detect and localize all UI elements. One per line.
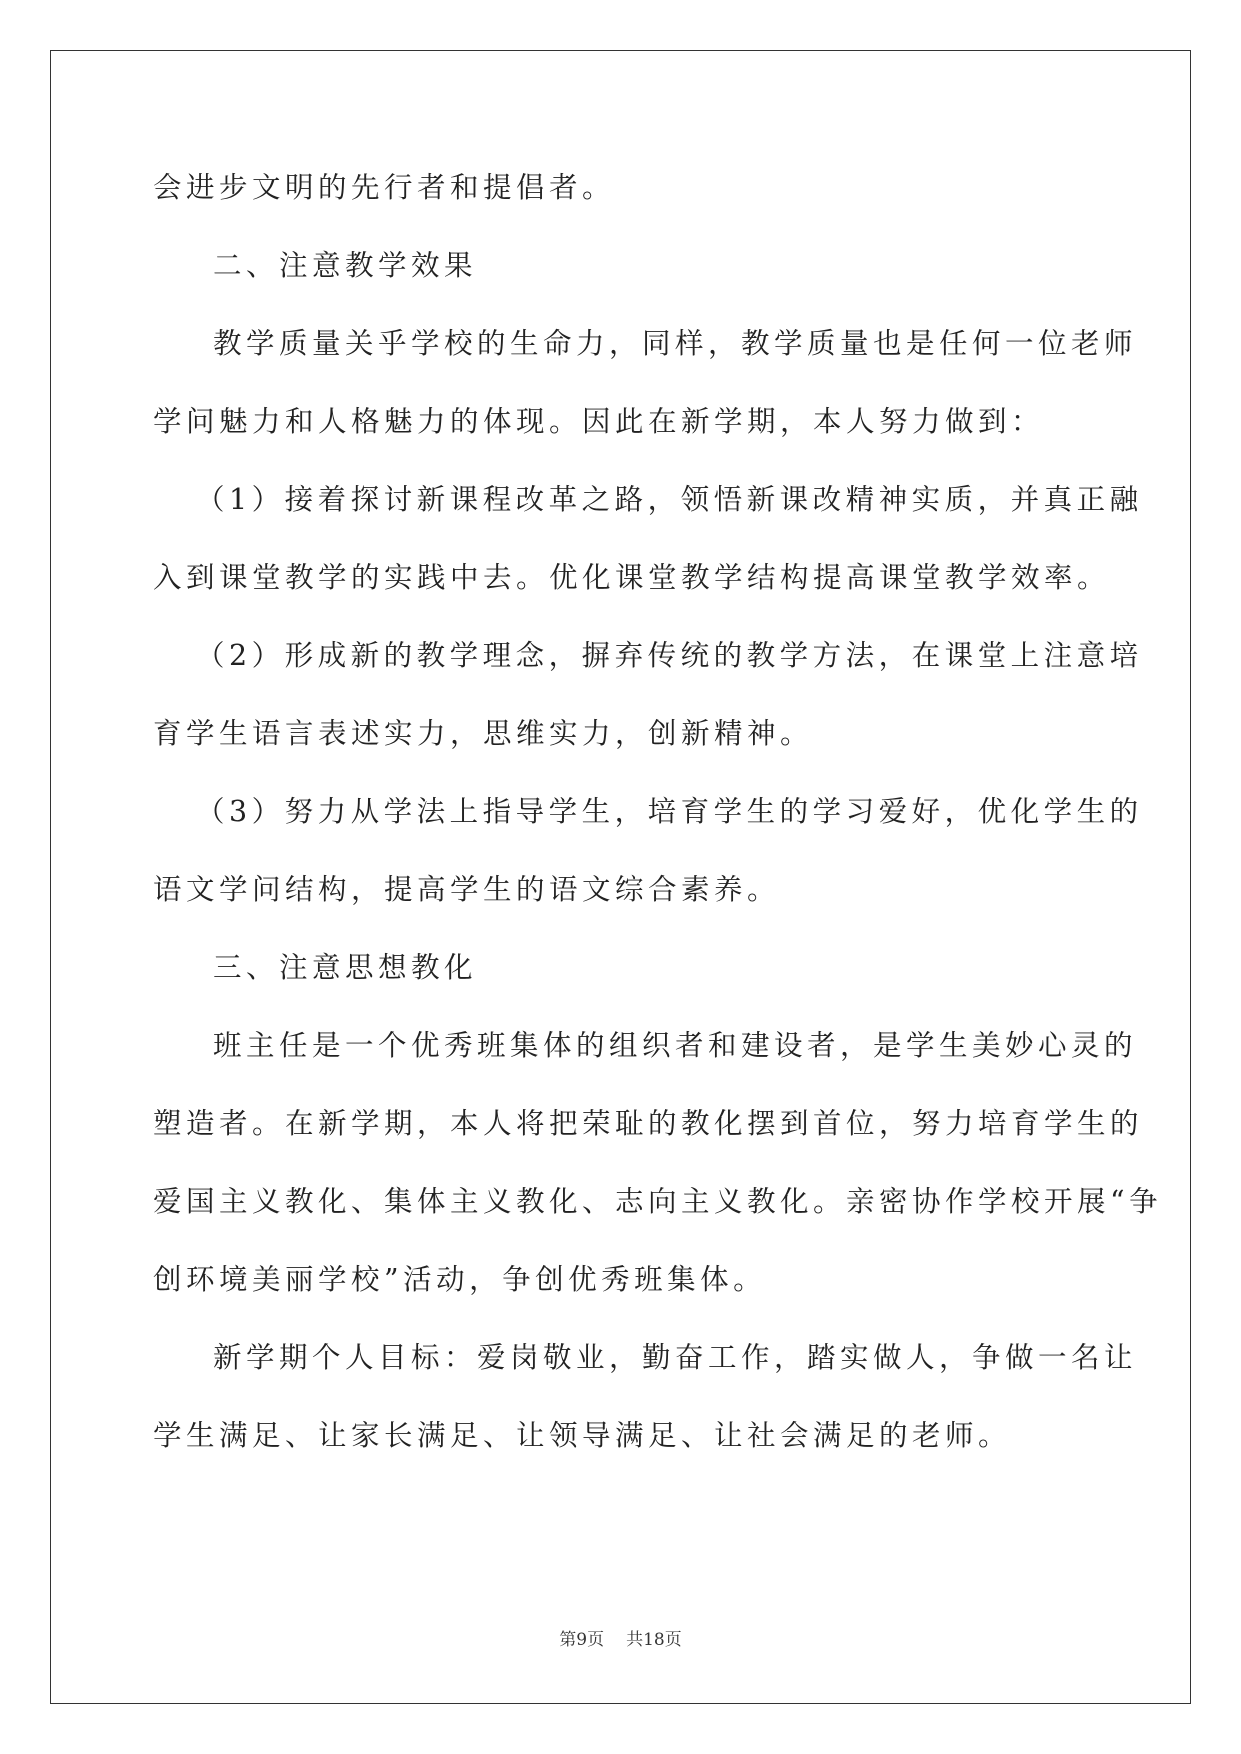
list-item-2-line-2: 育学生语言表述实力，思维实力，创新精神。 [153,717,814,750]
body-line-13: 塑造者。在新学期，本人将把荣耻的教化摆到首位，努力培育学生的 [153,1107,1144,1140]
list-item-2-line-1: （2）形成新的教学理念，摒弃传统的教学方法，在课堂上注意培 [196,639,1143,672]
list-item-1-line-2: 入到课堂教学的实践中去。优化课堂教学结构提高课堂教学效率。 [153,561,1111,594]
body-line-16: 新学期个人目标：爱岗敬业，勤奋工作，踏实做人，争做一名让 [213,1341,1138,1374]
body-line-12: 班主任是一个优秀班集体的组织者和建设者，是学生美妙心灵的 [213,1029,1138,1062]
body-line-4: 学问魅力和人格魅力的体现。因此在新学期，本人努力做到： [153,405,1045,438]
page-total: 共18页 [626,1630,682,1650]
document-body [153,164,1163,1490]
body-line-1: 会进步文明的先行者和提倡者。 [153,171,616,204]
body-line-14: 爱国主义教化、集体主义教化、志向主义教化。亲密协作学校开展“争 [153,1185,1163,1218]
body-line-17: 学生满足、让家长满足、让领导满足、让社会满足的老师。 [153,1419,1012,1452]
list-item-1-line-1: （1）接着探讨新课程改革之路，领悟新课改精神实质，并真正融 [196,483,1143,516]
body-line-15: 创环境美丽学校”活动，争创优秀班集体。 [153,1263,767,1296]
section-heading-2: 二、注意教学效果 [213,249,478,282]
list-item-3-line-1: （3）努力从学法上指导学生，培育学生的学习爱好，优化学生的 [196,795,1143,828]
body-line-3: 教学质量关乎学校的生命力，同样，教学质量也是任何一位老师 [213,327,1138,360]
list-item-3-line-2: 语文学问结构，提高学生的语文综合素养。 [153,873,781,906]
page-number: 第9页 [559,1630,605,1650]
section-heading-3: 三、注意思想教化 [213,951,478,984]
page-footer [0,1625,1241,1650]
